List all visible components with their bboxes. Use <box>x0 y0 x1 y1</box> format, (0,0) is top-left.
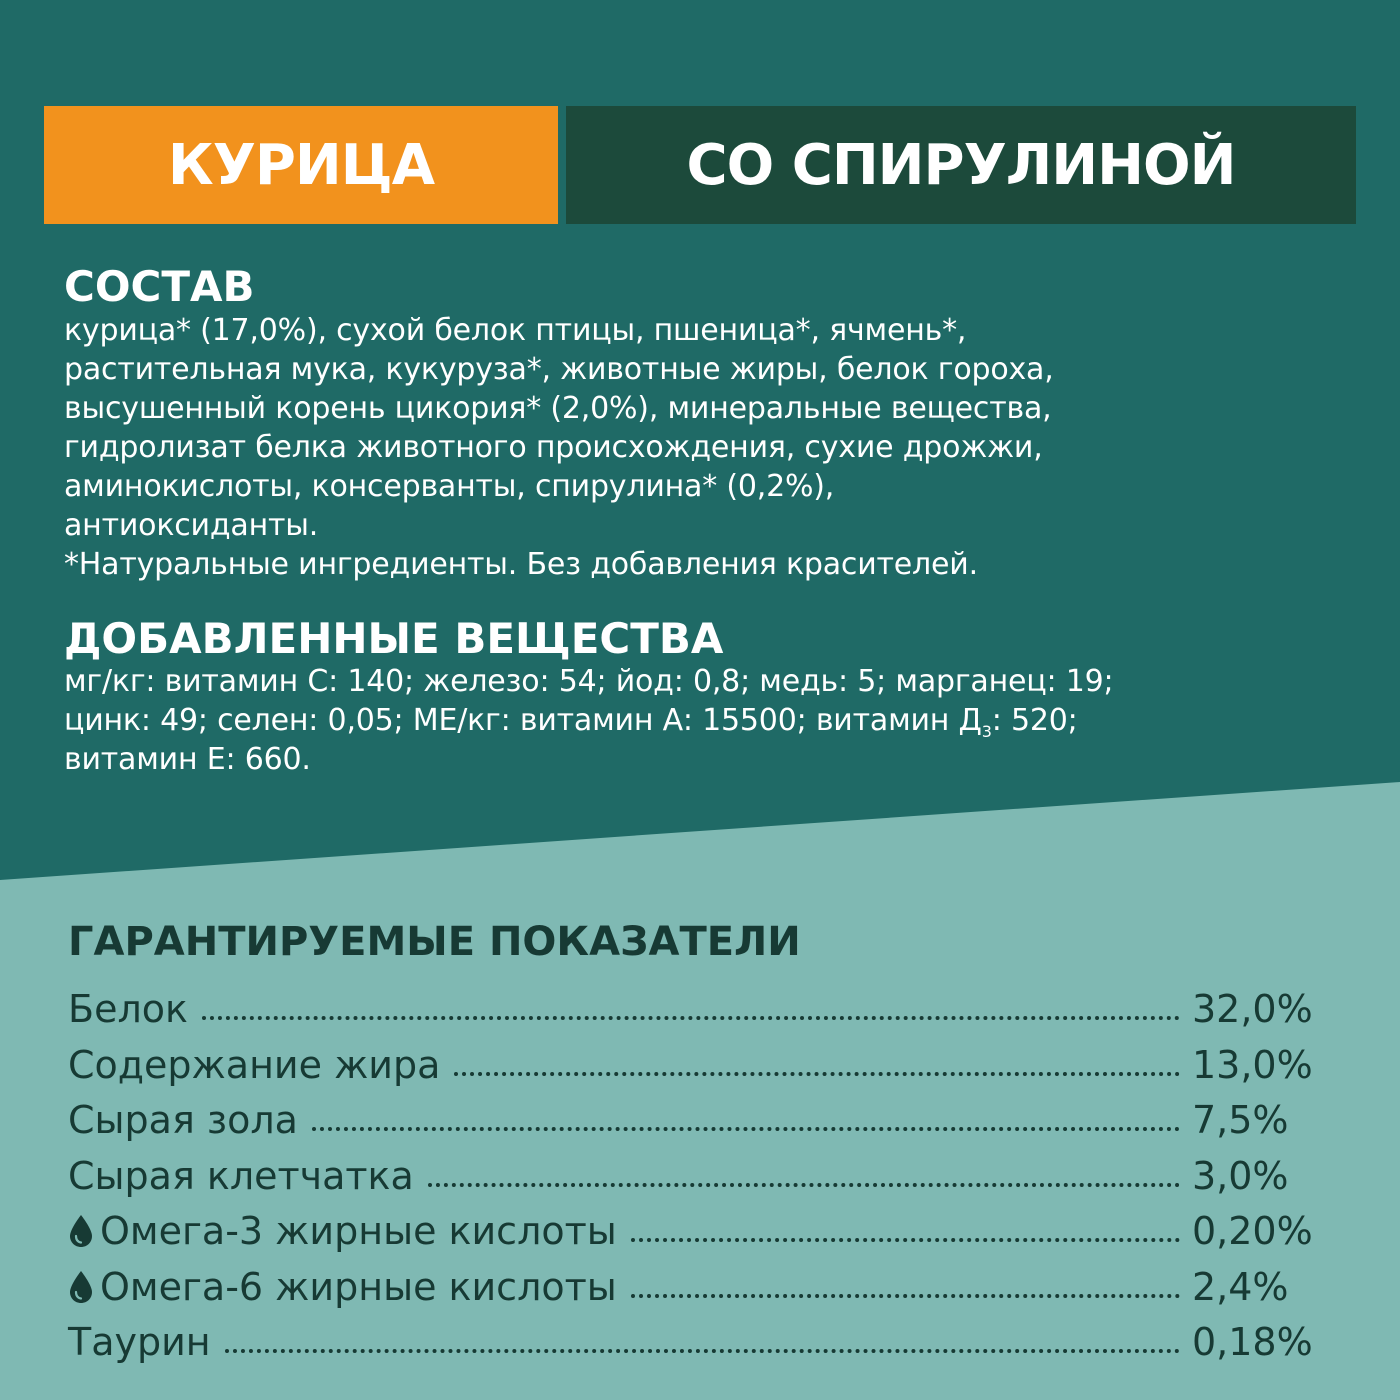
analysis-row <box>68 1198 1330 1253</box>
additives-title: ДОБАВЛЕННЫЕ ВЕЩЕСТВА <box>64 614 724 663</box>
analysis-label: Сырая зола <box>68 1098 298 1142</box>
composition-line: курица* (17,0%), сухой белок птицы, пшеница*, ячмень*, <box>64 313 967 348</box>
analysis-label: Омега-3 жирные кислоты <box>100 1209 617 1253</box>
analysis-title: ГАРАНТИРУЕМЫЕ ПОКАЗАТЕЛИ <box>68 919 801 965</box>
dot-leader <box>225 1349 1180 1353</box>
additives-line-part: : 520; <box>991 703 1078 738</box>
flavor-sub-label: СО СПИРУЛИНОЙ <box>686 132 1236 198</box>
analysis-value: 3,0% <box>1192 1154 1289 1198</box>
analysis-value: 13,0% <box>1192 1043 1313 1087</box>
analysis-label-with-icon <box>68 1265 617 1309</box>
subscript: 3 <box>981 722 992 741</box>
composition-title: СОСТАВ <box>64 262 255 311</box>
analysis-value: 0,20% <box>1192 1209 1313 1253</box>
analysis-label: Содержание жира <box>68 1043 441 1087</box>
additives-text <box>64 662 1113 779</box>
analysis-label: Белок <box>68 987 188 1031</box>
analysis-value: 32,0% <box>1192 987 1313 1031</box>
dot-leader <box>631 1238 1180 1242</box>
analysis-row <box>68 1309 1330 1364</box>
composition-line: гидролизат белка животного происхождения, сухие дрожжи, <box>64 430 1043 465</box>
dot-leader <box>312 1127 1180 1131</box>
analysis-row <box>68 1032 1330 1087</box>
dot-leader <box>631 1294 1180 1298</box>
analysis-label: Таурин <box>68 1320 211 1364</box>
analysis-label: Сырая клетчатка <box>68 1154 414 1198</box>
flavor-label: КУРИЦА <box>167 132 435 198</box>
analysis-row <box>68 976 1330 1031</box>
dot-leader <box>428 1183 1180 1187</box>
flavor-banner-spirulina <box>566 106 1356 224</box>
additives-line-part: цинк: 49; селен: 0,05; МЕ/кг: витамин А: 15500; витамин Д <box>64 703 982 738</box>
analysis-row <box>68 1143 1330 1198</box>
analysis-value: 2,4% <box>1192 1265 1289 1309</box>
analysis-label-with-icon <box>68 1209 617 1253</box>
drop-icon <box>68 1214 94 1248</box>
additives-line <box>64 701 1113 740</box>
dot-leader <box>454 1072 1180 1076</box>
analysis-label: Омега-6 жирные кислоты <box>100 1265 617 1309</box>
additives-line: мг/кг: витамин С: 140; железо: 54; йод: 0,8; медь: 5; марганец: 19; <box>64 664 1114 699</box>
analysis-row <box>68 1087 1330 1142</box>
analysis-row <box>68 1254 1330 1309</box>
composition-line: антиоксиданты. <box>64 508 319 543</box>
flavor-banner-chicken <box>44 106 558 224</box>
additives-line: витамин Е: 660. <box>64 742 311 777</box>
banner-divider <box>558 106 566 224</box>
composition-line: аминокислоты, консерванты, спирулина* (0,2%), <box>64 469 835 504</box>
composition-line: высушенный корень цикория* (2,0%), минеральные вещества, <box>64 391 1052 426</box>
dot-leader <box>202 1016 1180 1020</box>
composition-footnote: *Натуральные ингредиенты. Без добавления красителей. <box>64 547 978 582</box>
analysis-value: 0,18% <box>1192 1320 1313 1364</box>
analysis-value: 7,5% <box>1192 1098 1289 1142</box>
composition-text <box>64 311 1054 584</box>
drop-icon <box>68 1270 94 1304</box>
composition-line: растительная мука, кукуруза*, животные жиры, белок гороха, <box>64 352 1054 387</box>
